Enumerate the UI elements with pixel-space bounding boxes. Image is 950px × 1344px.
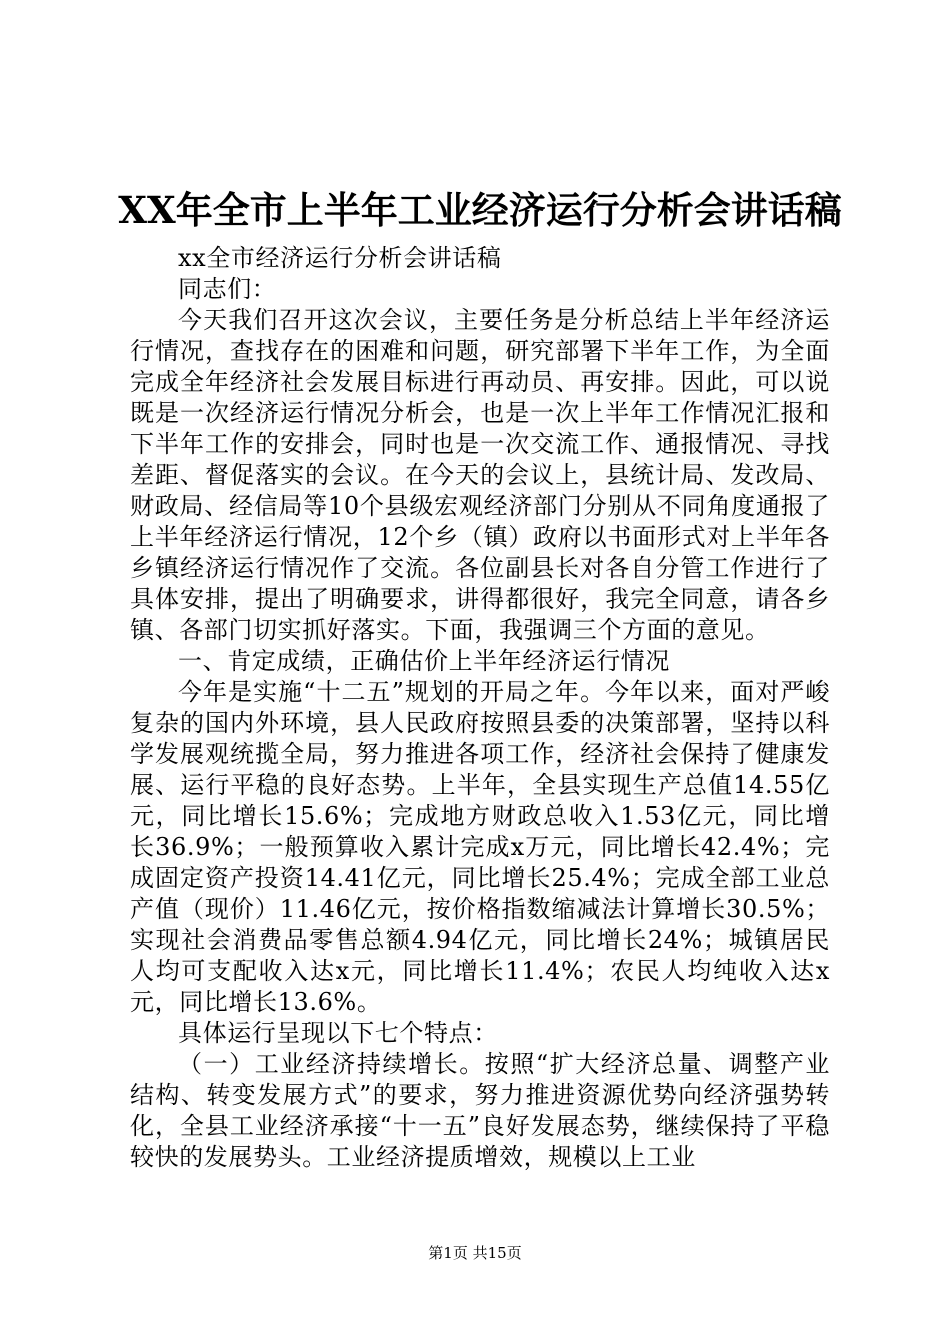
body-paragraph: 今年是实施“十二五”规划的开局之年。今年以来，面对严峻复杂的国内外环境，县人民政府按照县委的决策部署，坚持以科学发展观统揽全局，努力推进各项工作，经济社会保持了健康发展、运行平稳的良好态势。上半年，全县实现生产总值14.55亿元，同比增长15.6%；完成地方财政总收入1.53亿元，同比增长36.9%；一般预算收入累计完成x万元，同比增长42.4%；完成固定资产投资14.41亿元，同比增长25.4%；完成全部工业总产值（现价）11.46亿元，按价格指数缩减法计算增长30.5%；实现社会消费品零售总额4.94亿元，同比增长24%；城镇居民人均可支配收入达x元，同比增长11.4%；农民人均纯收入达x元，同比增长13.6%。 [130, 678, 830, 1016]
subtitle-paragraph: xx全市经济运行分析会讲话稿 [178, 244, 502, 272]
page-footer: 第1页 共15页 [428, 1244, 522, 1262]
body-paragraph: 具体运行呈现以下七个特点： [178, 1019, 498, 1047]
body-paragraph: （一）工业经济持续增长。按照“扩大经济总量、调整产业结构、转变发展方式”的要求，努力推进资源优势向经济强势转化，全县工业经济承接“十一五”良好发展态势，继续保持了平稳较快的发展势头。工业经济提质增效，规模以上工业 [130, 1050, 830, 1171]
body-paragraph: 今天我们召开这次会议，主要任务是分析总结上半年经济运行情况，查找存在的困难和问题，研究部署下半年工作，为全面完成全年经济社会发展目标进行再动员、再安排。因此，可以说既是一次经济运行情况分析会，也是一次上半年工作情况汇报和下半年工作的安排会，同时也是一次交流工作、通报情况、寻找差距、督促落实的会议。在今天的会议上，县统计局、发改局、财政局、经信局等10个县级宏观经济部门分别从不同角度通报了上半年经济运行情况，12个乡（镇）政府以书面形式对上半年各乡镇经济运行情况作了交流。各位副县长对各自分管工作进行了具体安排，提出了明确要求，讲得都很好，我完全同意，请各乡镇、各部门切实抓好落实。下面，我强调三个方面的意见。 [130, 306, 830, 644]
document-page [118, 185, 842, 1173]
salutation-paragraph: 同志们： [178, 275, 277, 303]
section-heading: 一、肯定成绩，正确估价上半年经济运行情况 [178, 647, 670, 675]
document-title: XX年全市上半年工业经济运行分析会讲话稿 [118, 188, 842, 232]
